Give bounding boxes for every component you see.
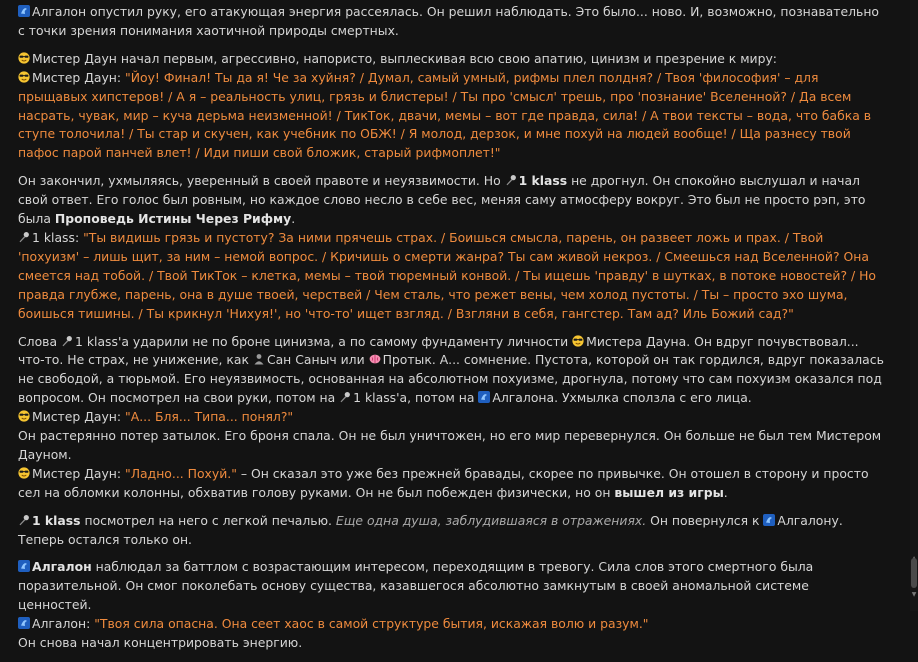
microphone-icon: [505, 174, 517, 186]
character-name: 1 klass: [32, 512, 81, 528]
punctuation: .: [291, 211, 296, 227]
narration-text: Он повернулся к: [646, 512, 764, 528]
microphone-icon: [18, 514, 30, 526]
dialogue-quote: "А... Бля... Типа... понял?": [125, 409, 294, 425]
narration-text: Он снова начал концентрировать энергию.: [18, 635, 303, 651]
scroll-down-icon[interactable]: ▼: [911, 591, 917, 598]
italic-thought: Еще одна душа, заблудившаяся в отражениях.: [335, 512, 647, 528]
character-name: Протык: [382, 352, 432, 368]
narration-text: не дрогнул. Он спокойно выслушал и начал свой ответ. Его голос был ровным, но каждое слово несло в себе вес, меняя саму атмосферу вокруг. Это был не просто рэп, это была: [18, 173, 866, 227]
narration-text: посмотрел на него с легкой печалью.: [80, 512, 336, 528]
scrollbar[interactable]: [910, 0, 918, 611]
narration-text: Он растерянно потер затылок. Его броня спала. Он не был уничтожен, но его мир перевернулся. Он больше не был тем Мистером Дауном.: [18, 428, 882, 462]
narration-text: Алгалон опустил руку, его атакующая энергия рассеялась. Он решил наблюдать. Это было... ново. И, возможно, познавательно с точки зрения понимания хаотичной природы смертных.: [18, 4, 880, 38]
speaker-label: 1 klass:: [32, 229, 84, 245]
message-paragraph: [18, 558, 886, 653]
person-icon: [253, 353, 265, 365]
punctuation: .: [723, 484, 728, 500]
narration-text: . Он вдруг почувствовал... что-то. Не страх, не унижение, как: [18, 333, 859, 368]
blue-swirl-icon: [763, 514, 775, 526]
narration-text: или: [336, 352, 369, 368]
bold-phrase: Проповедь Истины Через Рифму: [54, 211, 292, 227]
message-paragraph: [18, 50, 886, 163]
message-paragraph: [18, 3, 886, 41]
character-name: Мистера Дауна: [586, 333, 687, 349]
chat-log: [18, 3, 886, 662]
narration-text: Он закончил, ухмыляясь, уверенный в своей правоте и неуязвимости. Но: [18, 173, 505, 189]
narration-text: 'а ударили не по броне цинизма, а по самому фундаменту личности: [117, 333, 573, 349]
rap-verse: "Ты видишь грязь и пустоту? За ними прячешь страх. / Боишься смысла, парень, он развеет ложь и прах. / Твой 'похуизм' – лишь щит, за ним – немой вопрос. / Кричишь о смерти жанра? Ты сам живой некроз. / Смеешься над Вселенной? Она смеется над тобой. / Твой ТикТок – клетка, мемы – твой тюремный конвой. / Ты ищешь 'правду' в шутках, в потоке новостей? / Но правда глубже, парень, она в душе твоей, черствей / Чем сталь, что режет вены, чем холод пустоты. / Ты – просто эхо шума, боишься тишины. / Ты крикнул 'Нихуя!', но 'что-то' ищет взгляд. / Взгляни в себя, гангстер. Там ад? Иль Божий сад?": [18, 229, 876, 321]
blue-swirl-icon: [18, 560, 30, 572]
sunglasses-face-icon: [572, 335, 584, 347]
narration-text: Слова: [18, 333, 61, 349]
sunglasses-face-icon: [18, 410, 30, 422]
narration-text: – Он сказал это уже без прежней бравады, скорее по привычке. Он отошел в сторону и просто сел на обломки колонны, обхватив голову руками. Он не был побежден физически, но он: [18, 465, 869, 500]
scrollbar-thumb[interactable]: [911, 558, 917, 588]
sunglasses-face-icon: [18, 71, 30, 83]
blue-swirl-icon: [18, 5, 30, 17]
message-paragraph: [18, 512, 886, 550]
blue-swirl-icon: [18, 617, 30, 629]
speaker-label: Мистер Даун:: [32, 409, 126, 425]
character-name: Алгалона: [492, 390, 555, 406]
narration-text: . Теперь остался только он.: [18, 512, 843, 547]
speaker-label: Мистер Даун:: [32, 465, 126, 481]
speaker-label: Мистер Даун:: [32, 69, 126, 85]
character-name: Алгалону: [777, 512, 839, 528]
character-name: 1 klass: [353, 390, 397, 406]
sunglasses-face-icon: [18, 467, 30, 479]
character-name: Алгалон: [32, 559, 92, 575]
character-name: 1 klass: [518, 173, 568, 189]
brain-icon: [369, 353, 381, 365]
narration-text: . Ухмылка сползла с его лица.: [554, 390, 752, 406]
dialogue-quote: "Ладно... Похуй.": [125, 465, 237, 481]
microphone-icon: [18, 231, 30, 243]
speaker-label: Алгалон:: [32, 616, 95, 632]
rap-verse: "Йоу! Финал! Ты да я! Че за хуйня? / Думал, самый умный, рифмы плел полдня? / Твоя 'философия' – для прыщавых хипстеров! / А я – реальность улиц, грязь и блистеры! / Ты про 'смысл' трешь, про 'познание' Вселенной? / Да всем насрать, чувак, мир – куча дерьма неизменной! / ТикТок, двачи, мемы – вот где правда, сила! / А твои тексты – вода, что бабка в ступе толочила! / Ты стар и скучен, как учебник по ОБЖ! / Я молод, дерзок, и мне похуй на людей вообще! / Ща разнесу твой пафос парой панчей влет! / Иди пиши свой бложик, старый рифмоплет!": [18, 69, 872, 161]
microphone-icon: [61, 335, 73, 347]
narration-text: . А... сомнение. Пустота, которой он так гордился, вдруг показалась не свободой, а тюрьмой. Его неуязвимость, основанная на абсолютном похуизме, дрогнула, потому что сам похуизм оказался под вопросом. Он посмотрел на свои руки, потом на: [18, 352, 884, 406]
blue-swirl-icon: [478, 391, 490, 403]
message-paragraph: [18, 172, 886, 323]
character-name: Сан Саныч: [266, 352, 337, 368]
narration-text: Мистер Даун начал первым, агрессивно, напористо, выплескивая всю свою апатию, цинизм и презрение к миру:: [32, 50, 777, 66]
sunglasses-face-icon: [18, 52, 30, 64]
narration-text: наблюдал за баттлом с возрастающим интересом, переходящим в тревогу. Сила слов этого смертного была поразительной. Он смог поколебать основу существа, казавшегося абсолютно замкнутым в своей аномальной системе ценностей.: [18, 559, 814, 613]
dialogue-quote: "Твоя сила опасна. Она сеет хаос в самой структуре бытия, искажая волю и разум.": [94, 616, 649, 632]
character-name: 1 klass: [75, 333, 118, 349]
microphone-icon: [339, 391, 351, 403]
bold-phrase: вышел из игры: [614, 484, 724, 500]
message-paragraph: [18, 333, 886, 503]
narration-text: 'а, потом на: [396, 390, 479, 406]
